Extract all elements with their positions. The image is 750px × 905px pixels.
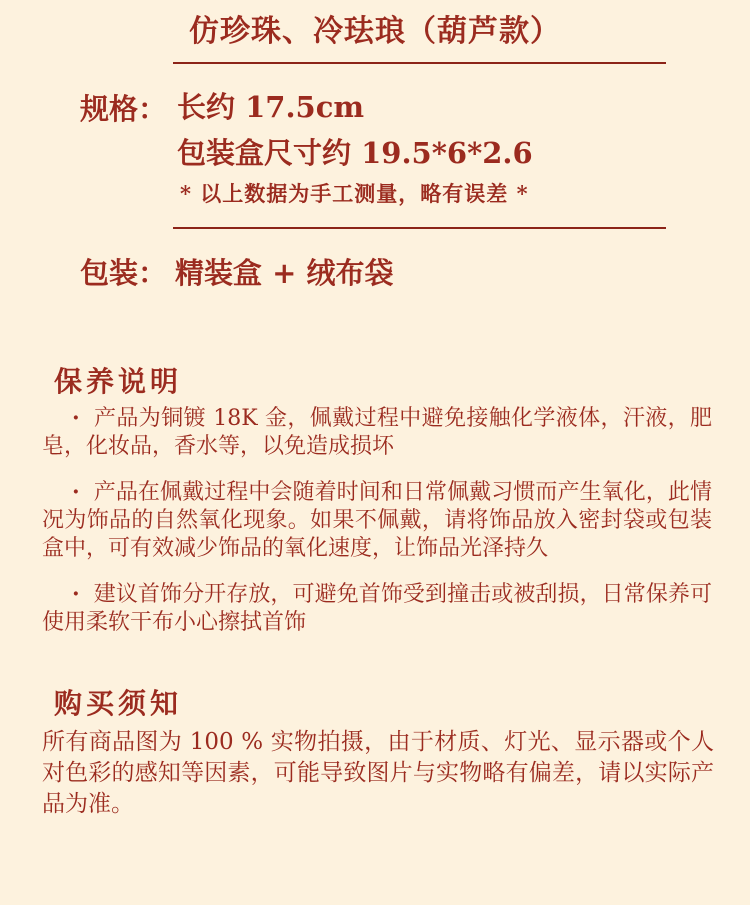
bullet-dot: · (72, 479, 80, 505)
product-title: 仿珍珠、冷珐琅（葫芦款） (189, 14, 561, 49)
bullet-dot: · (72, 405, 80, 431)
divider (173, 227, 666, 229)
purchase-notes-body: 所有商品图为 100 % 实物拍摄，由于材质、灯光、显示器或个人对色彩的感知等因素，可能导致图片与实物略有偏差，请以实际产品为准。 (42, 729, 714, 817)
care-bullet-item (42, 580, 712, 637)
care-bullet-item (42, 404, 712, 461)
spec-measurement-note: * 以上数据为手工测量，略有误差 * (180, 181, 529, 206)
bullet-dot: · (72, 581, 80, 607)
spec-length-value: 长约 17.5cm (177, 90, 365, 124)
care-bullet-text: 产品在佩戴过程中会随着时间和日常佩戴习惯而产生氧化，此情况为饰品的自然氧化现象。如果不佩戴，请将饰品放入密封袋或包装盒中，可有效减少饰品的氧化速度，让饰品光泽持久 (42, 480, 712, 561)
care-instructions-list (42, 404, 712, 654)
care-bullet-text: 产品为铜镀 18K 金，佩戴过程中避免接触化学液体，汗液，肥皂，化妆品，香水等，以免造成损坏 (42, 406, 712, 459)
divider (173, 62, 666, 64)
packaging-value: 精装盒 + 绒布袋 (175, 256, 394, 290)
spec-box-size-value: 包装盒尺寸约 19.5*6*2.6 (177, 136, 533, 170)
packaging-label: 包装： (80, 256, 168, 290)
spec-label: 规格： (80, 92, 168, 126)
purchase-notes-heading: 购买须知 (54, 687, 183, 720)
care-bullet-item (42, 478, 712, 563)
care-bullet-text: 建议首饰分开存放，可避免首饰受到撞击或被刮损，日常保养可使用柔软干布小心擦拭首饰 (42, 582, 712, 635)
care-instructions-heading: 保养说明 (54, 365, 183, 398)
